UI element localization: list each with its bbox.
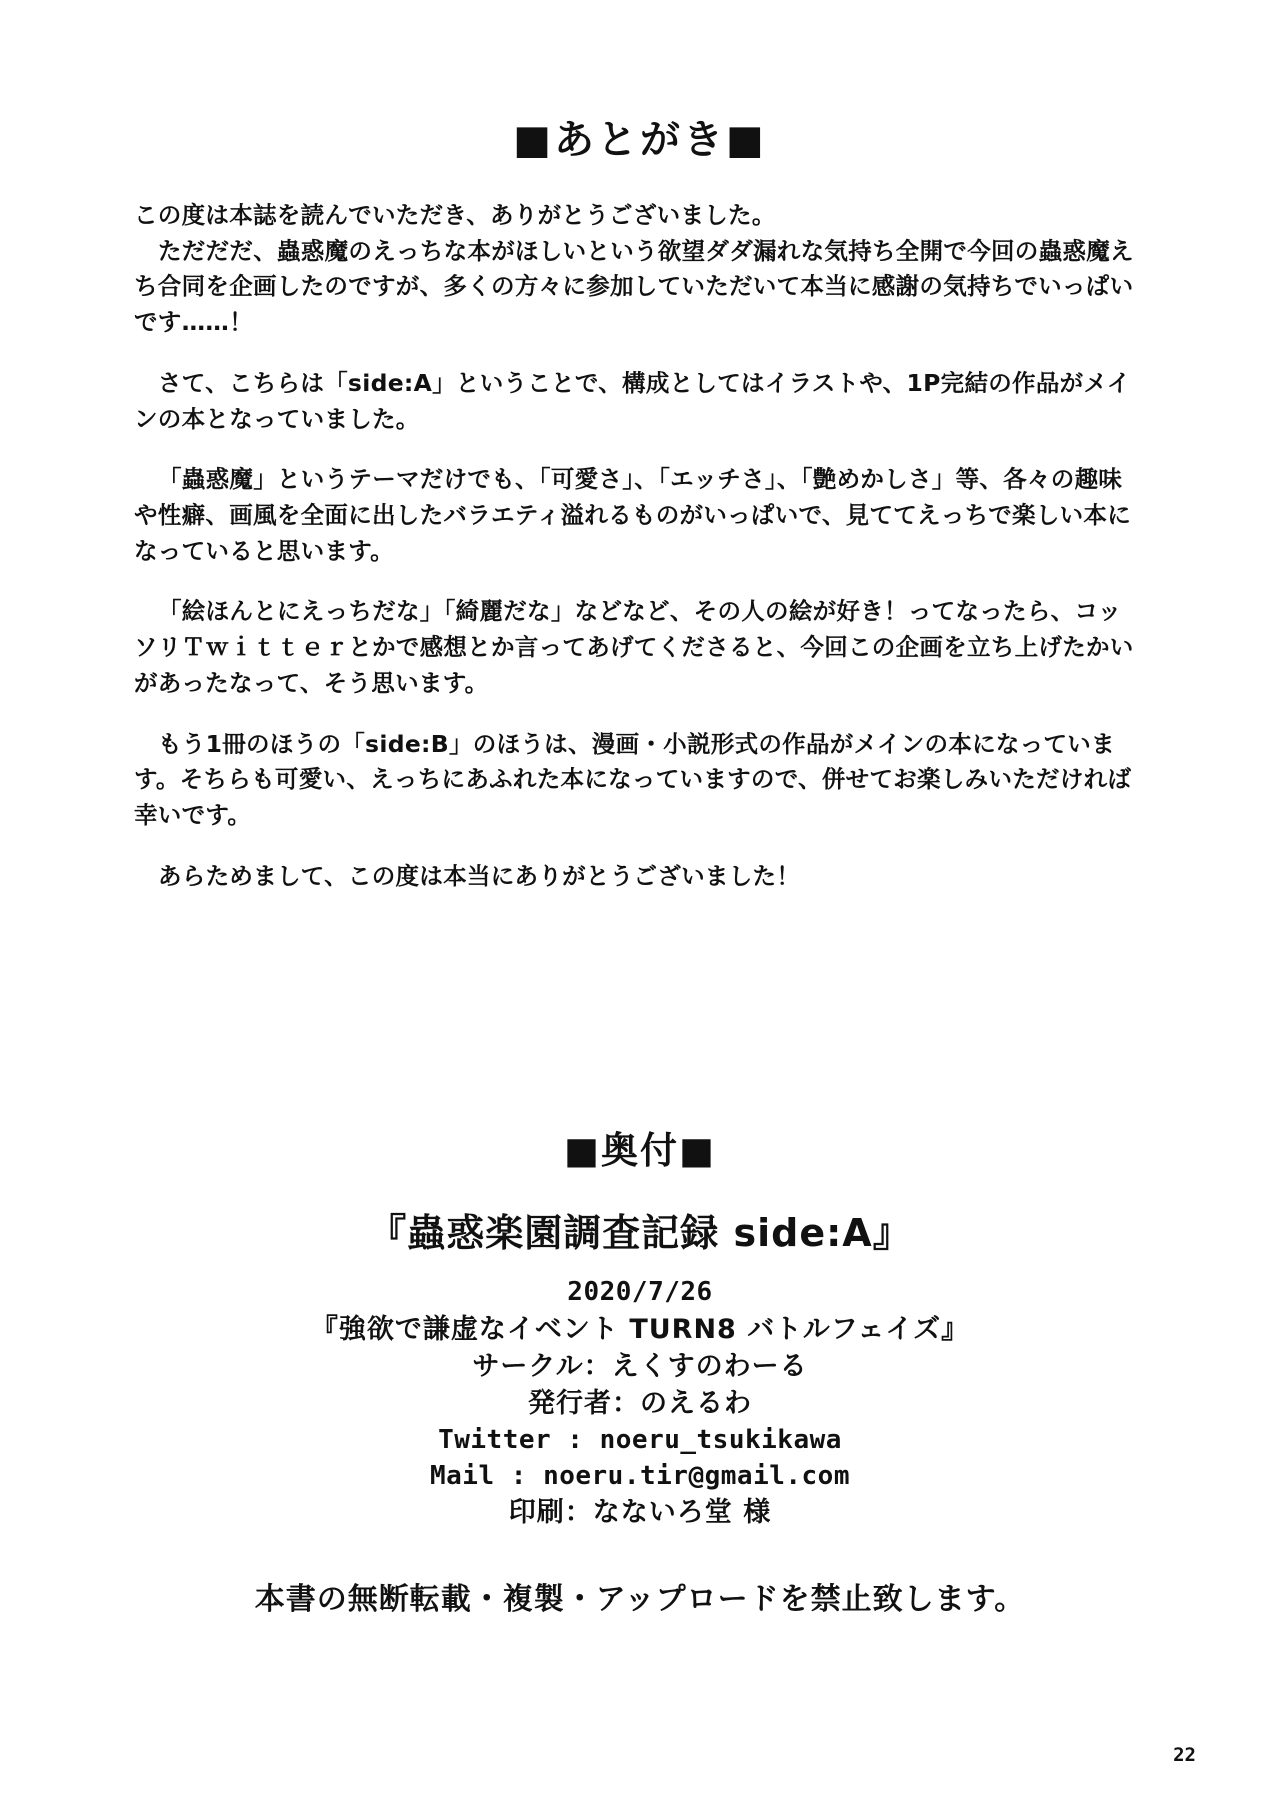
page-number: 22 [1173,1744,1196,1766]
afterword-paragraph: 「絵ほんとにえっちだな」「綺麗だな」などなど、その人の絵が好き！ってなったら、コッソリＴｗｉｔｔｅｒとかで感想とか言ってあげてくださると、今回この企画を立ち上げたかいがあったなって、そう思います。 [134,597,1134,697]
copyright-notice: 本書の無断転載・複製・アップロードを禁止致します。 [254,1581,1026,1617]
afterword-heading: ■あとがき■ [513,117,767,163]
colophon-event: 『強欲で謙虚なイベント TURN8 バトルフェイズ』 [310,1313,970,1345]
afterword-body [134,198,1144,920]
afterword-paragraph: あらためまして、この度は本当にありがとうございました！ [158,861,801,890]
colophon-publisher: 発行者：のえるわ [528,1388,752,1420]
colophon-work-title: 『蟲惑楽園調査記録 side:A』 [368,1211,912,1255]
colophon-twitter: Twitter : noeru_tsukikawa [438,1424,842,1455]
colophon-printer: 印刷：なないろ堂 様 [508,1497,772,1529]
colophon-mail: Mail : noeru.tir@gmail.com [430,1460,850,1491]
colophon-block [0,1120,1280,1618]
afterword-paragraph: この度は本誌を読んでいただき、ありがとうございました。 [134,201,776,229]
afterword-paragraph: さて、こちらは「side:A」ということで、構成としてはイラストや、1P完結の作品がメインの本となっていました。 [134,368,1131,433]
colophon-heading: ■奥付■ [564,1129,716,1172]
colophon-date: 2020/7/26 [567,1277,713,1307]
afterword-paragraph: 「蟲惑魔」というテーマだけでも、「可愛さ」、「エッチさ」、「艶めかしさ」等、各々の趣味や性癖、画風を全面に出したバラエティ溢れるものがいっぱいで、見ててえっちで楽しい本になっていると思います。 [134,465,1132,565]
afterword-paragraph: ただだだ、蟲惑魔のえっちな本がほしいという欲望ダダ漏れな気持ち全開で今回の蟲惑魔えち合同を企画したのですが、多くの方々に参加していただいて本当に感謝の気持ちでいっぱいです……！ [134,236,1134,337]
colophon-circle: サークル：えくすのわーる [472,1351,808,1383]
afterword-paragraph: もう1冊のほうの「side:B」のほうは、漫画・小説形式の作品がメインの本になっています。そちらも可愛い、えっちにあふれた本になっていますので、併せてお楽しみいただければ幸いです。 [134,729,1132,830]
